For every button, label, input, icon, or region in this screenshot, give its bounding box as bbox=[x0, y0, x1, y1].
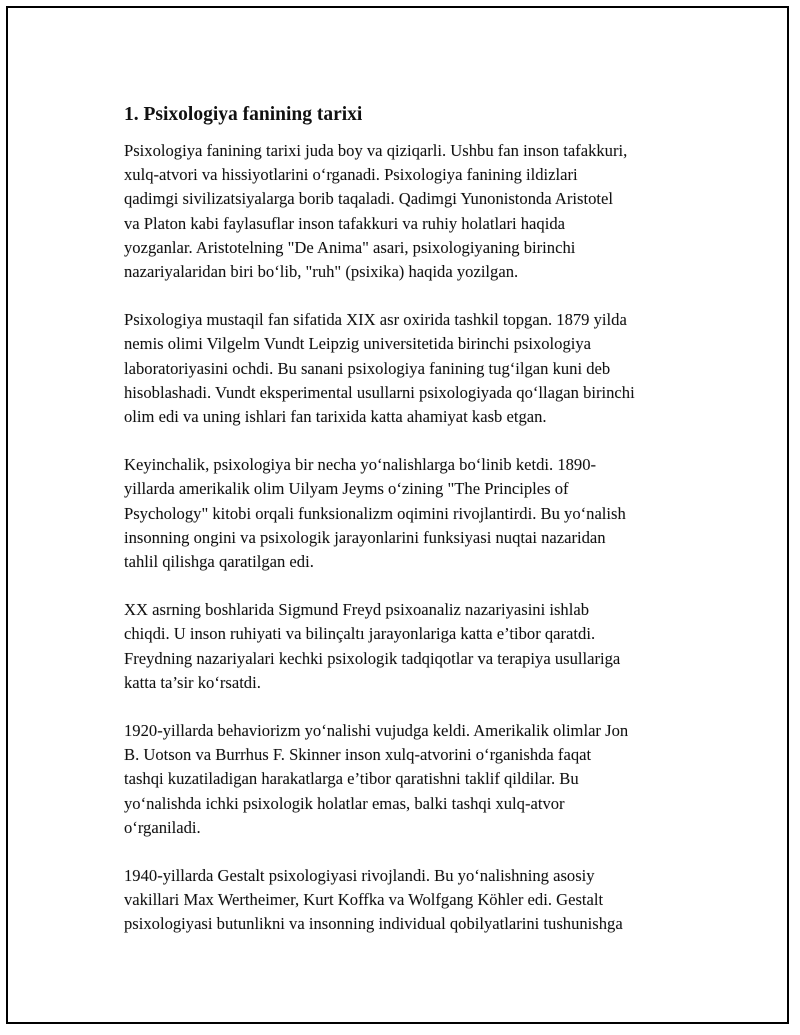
text-line: Keyinchalik, psixologiya bir necha yo‘nalishlarga bo‘linib ketdi. 1890- bbox=[124, 455, 597, 475]
text-line: qadimgi sivilizatsiyalarga borib taqaladi. Qadimgi Yunonistonda Aristotel bbox=[124, 189, 613, 209]
text-line: Psixologiya mustaqil fan sifatida XIX asr oxirida tashkil topgan. 1879 yilda bbox=[124, 310, 627, 330]
text-line: katta ta’sir ko‘rsatdi. bbox=[124, 672, 261, 692]
text-line: Psychology" kitobi orqali funksionalizm oqimini rivojlantirdi. Bu yo‘nalish bbox=[124, 503, 626, 523]
paragraph-1 bbox=[124, 139, 714, 284]
text-line: va Platon kabi faylasuflar inson tafakkuri va ruhiy holatlari haqida bbox=[124, 213, 565, 233]
text-line: laboratoriyasini ochdi. Bu sanani psixologiya fanining tug‘ilgan kuni deb bbox=[124, 358, 611, 378]
document-content bbox=[124, 101, 714, 961]
text-line: nemis olimi Vilgelm Vundt Leipzig universitetida birinchi psixologiya bbox=[124, 334, 592, 354]
text-line: hisoblashadi. Vundt eksperimental usullarni psixologiyada qo‘llagan birinchi bbox=[124, 382, 635, 402]
text-line: Freydning nazariyalari kechki psixologik tadqiqotlar va terapiya usullariga bbox=[124, 648, 621, 668]
paragraph-5 bbox=[124, 719, 714, 840]
text-line: psixologiyasi butunlikni va insonning individual qobilyatlarini tushunishga bbox=[124, 914, 623, 934]
text-line: 1940-yillarda Gestalt psixologiyasi rivojlandi. Bu yo‘nalishning asosiy bbox=[124, 866, 595, 886]
text-line: yo‘nalishda ichki psixologik holatlar emas, balki tashqi xulq-atvor bbox=[124, 793, 565, 813]
text-line: vakillari Max Wertheimer, Kurt Koffka va Wolfgang Köhler edi. Gestalt bbox=[124, 890, 604, 910]
text-line: o‘rganiladi. bbox=[124, 817, 201, 837]
paragraph-2 bbox=[124, 308, 714, 429]
text-line: tahlil qilishga qaratilgan edi. bbox=[124, 552, 314, 572]
text-line: yillarda amerikalik olim Uilyam Jeyms o‘zining "The Principles of bbox=[124, 479, 569, 499]
text-line: olim edi va uning ishlari fan tarixida katta ahamiyat kasb etgan. bbox=[124, 407, 547, 427]
text-line: xulq-atvori va hissiyotlarini o‘rganadi. Psixologiya fanining ildizlari bbox=[124, 165, 578, 185]
text-line: B. Uotson va Burrhus F. Skinner inson xulq-atvorini o‘rganishda faqat bbox=[124, 745, 592, 765]
text-line: Psixologiya fanining tarixi juda boy va qiziqarli. Ushbu fan inson tafakkuri, bbox=[124, 141, 628, 160]
text-line: yozganlar. Aristotelning "De Anima" asari, psixologiyaning birinchi bbox=[124, 237, 576, 257]
page-frame bbox=[6, 6, 789, 1024]
text-line: nazariyalaridan biri bo‘lib, "ruh" (psixika) haqida yozilgan. bbox=[124, 262, 519, 282]
text-line: tashqi kuzatiladigan harakatlarga e’tibor qaratishni taklif qildilar. Bu bbox=[124, 769, 579, 789]
text-line: insonning ongini va psixologik jarayonlarini funksiyasi nuqtai nazaridan bbox=[124, 527, 606, 547]
text-line: XX asrning boshlarida Sigmund Freyd psixoanaliz nazariyasini ishlab bbox=[124, 600, 589, 620]
section-title: 1. Psixologiya fanining tarixi bbox=[124, 104, 363, 125]
text-line: 1920-yillarda behaviorizm yo‘nalishi vujudga keldi. Amerikalik olimlar Jon bbox=[124, 721, 629, 741]
paragraph-3 bbox=[124, 453, 714, 574]
paragraph-4 bbox=[124, 598, 714, 695]
text-line: chiqdi. U inson ruhiyati va bilinçaltı jarayonlariga katta e’tibor qaratdi. bbox=[124, 624, 596, 644]
paragraph-6 bbox=[124, 864, 714, 937]
